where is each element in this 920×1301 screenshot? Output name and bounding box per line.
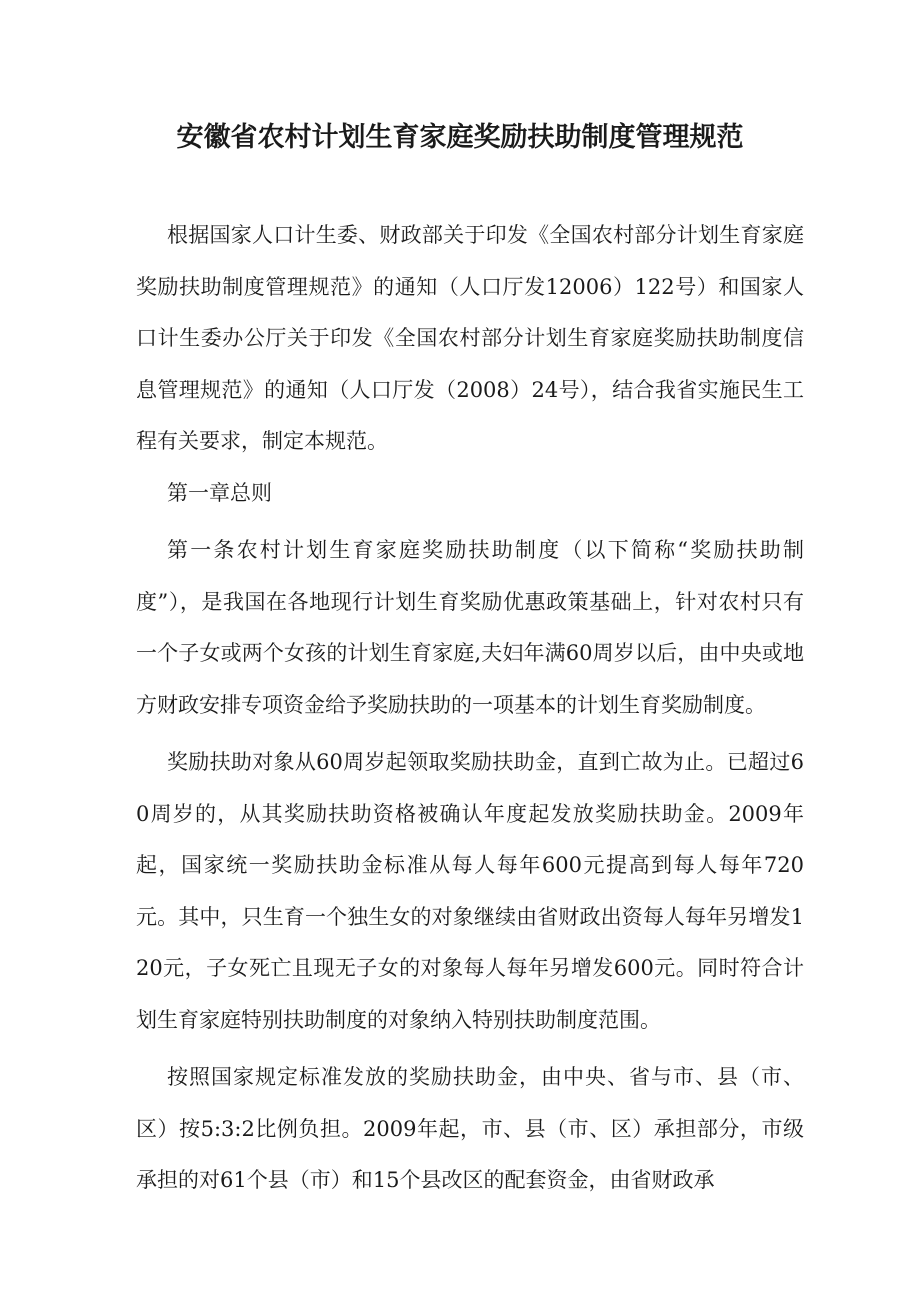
document-body	[136, 210, 804, 1207]
paragraph-article-1: 第一条农村计划生育家庭奖励扶助制度（以下简称“奖励扶助制度”），是我国在各地现行计划生育奖励优惠政策基础上，针对农村只有一个子女或两个女孩的计划生育家庭,夫妇年满60周岁以后，由中央或地方财政安排专项资金给予奖励扶助的一项基本的计划生育奖励制度。	[136, 538, 804, 717]
chapter-heading: 第一章总则	[167, 480, 272, 505]
paragraph-funding-ratio: 按照国家规定标准发放的奖励扶助金，由中央、省与市、县（市、区）按5:3:2比例负担。2009年起，市、县（市、区）承担部分，市级承担的对61个县（市）和15个县改区的配套资金，由省财政承	[136, 1065, 804, 1192]
paragraph-intro: 根据国家人口计生委、财政部关于印发《全国农村部分计划生育家庭奖励扶助制度管理规范》的通知（人口厅发12006）122号）和国家人口计生委办公厅关于印发《全国农村部分计划生育家庭奖励扶助制度信息管理规范》的通知（人口厅发（2008）24号），结合我省实施民生工程有关要求，制定本规范。	[136, 223, 804, 453]
document-title: 安徽省农村计划生育家庭奖励扶助制度管理规范	[176, 122, 744, 153]
paragraph-subsidy-standard: 奖励扶助对象从60周岁起领取奖励扶助金，直到亡故为止。已超过60周岁的，从其奖励扶助资格被确认年度起发放奖励扶助金。2009年起，国家统一奖励扶助金标准从每人每年600元提高到每人每年720元。其中，只生育一个独生女的对象继续由省财政出资每人每年另增发120元，子女死亡且现无子女的对象每人每年另增发600元。同时符合计划生育家庭特别扶助制度的对象纳入特别扶助制度范围。	[136, 750, 804, 1032]
